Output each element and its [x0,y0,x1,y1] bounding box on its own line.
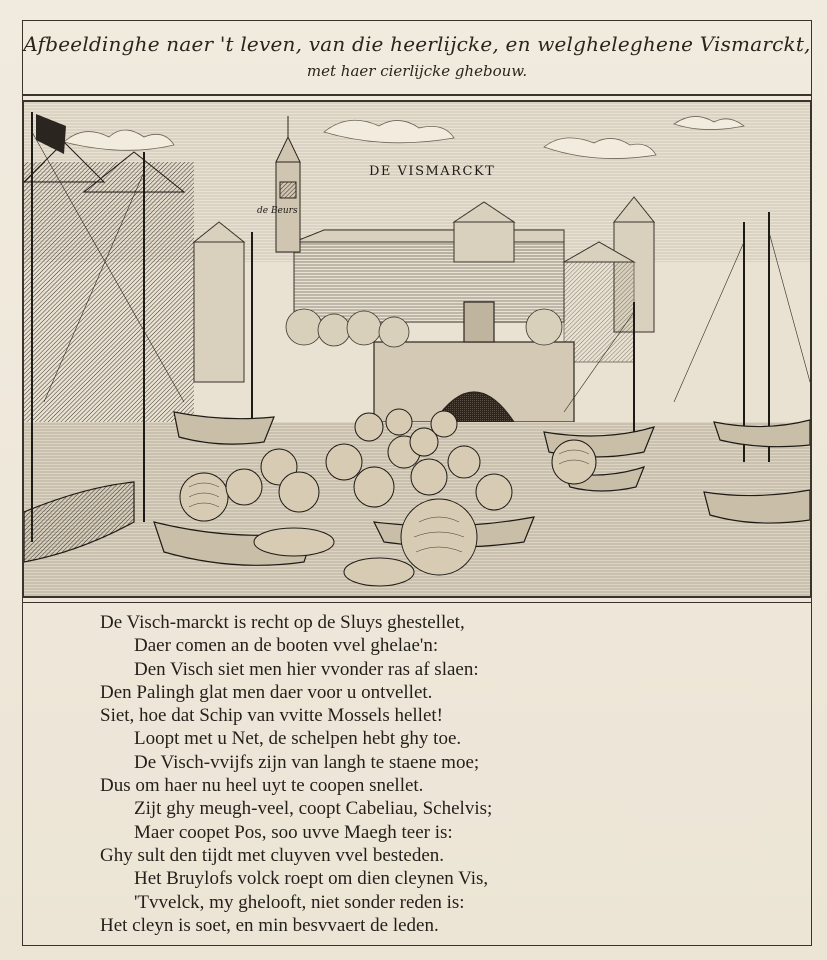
poem-text [100,611,790,937]
poem-line: Ghy sult den tijdt met cluyven vvel besteden. [100,844,445,866]
beurs-label: de Beurs [257,206,298,216]
poem-line: Loopt met u Net, de schelpen hebt ghy toe. [134,728,462,750]
poem-line: Maer coopet Pos, soo uvve Maegh teer is: [134,821,453,843]
poem-line: Den Palingh glat men daer voor u ontvellet. [100,681,433,703]
title-cartouche [22,20,812,96]
poem-line: 'Tvvelck, my ghelooft, niet sonder reden is: [134,891,465,913]
poem-line: De Visch-marckt is recht op de Sluys ghestellet, [100,612,465,633]
title-line-2: met haer cierlijcke ghebouw. [306,62,528,80]
poem-divider [22,602,812,603]
poem-line: Dus om haer nu heel uyt te coopen snellet. [100,775,424,797]
poem-line: Siet, hoe dat Schip van vvitte Mossels hellet! [100,705,444,727]
title-line-1: Afbeeldinghe naer 't leven, van die heerlijcke, en welgheleghene Vismarckt, [23,32,811,56]
poem-line: Zijt ghy meugh-veel, coopt Cabeliau, Schelvis; [134,798,493,820]
poem-line: Den Visch siet men hier vvonder ras af slaen: [134,658,479,680]
poem-line: Het Bruylofs volck roept om dien cleynen Vis, [134,868,489,890]
poem-line: De Visch-vvijfs zijn van langh te staene moe; [134,751,480,773]
plate-caption: DE VISMARCKT [369,164,496,179]
engraving-plate [22,100,812,598]
poem-line: Daer comen an de booten vvel ghelae'n: [134,635,439,657]
poem-line: Het cleyn is soet, en min besvvaert de leden. [100,914,439,936]
